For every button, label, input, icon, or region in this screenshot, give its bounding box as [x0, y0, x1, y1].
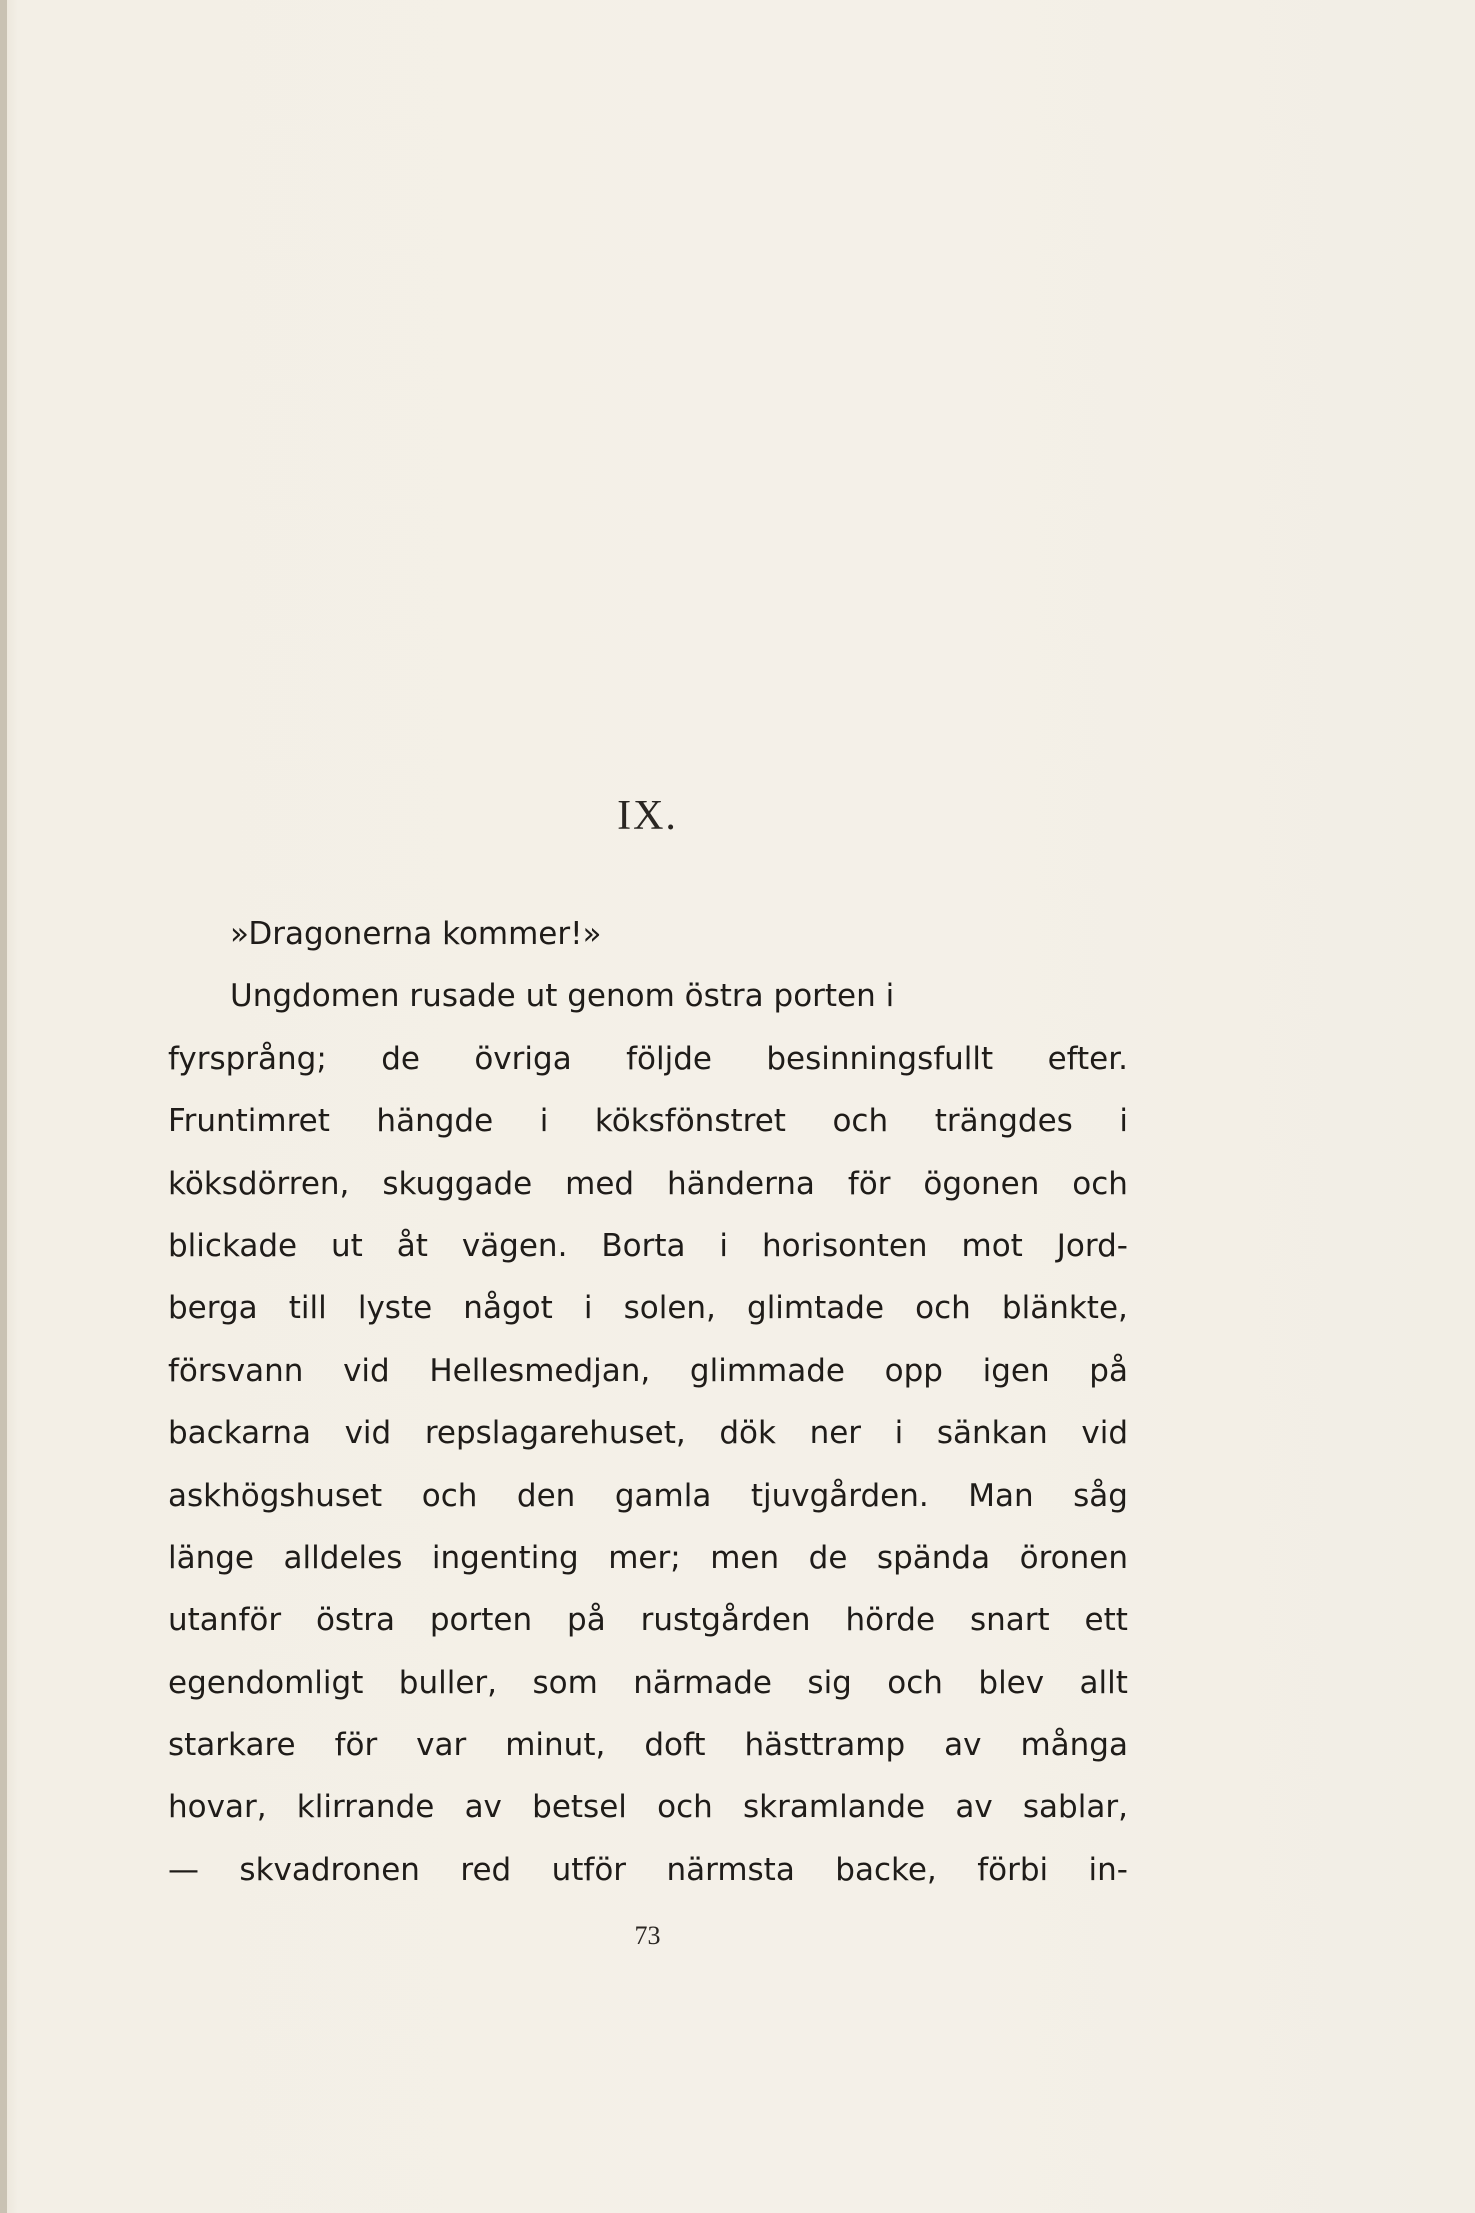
- word: till: [288, 1290, 327, 1327]
- text-line: [168, 1839, 1128, 1901]
- word: horisonten: [761, 1227, 928, 1264]
- word: buller,: [398, 1664, 498, 1701]
- page-number: 73: [634, 1921, 661, 1950]
- word: öronen: [1019, 1539, 1128, 1576]
- word: vid: [343, 1352, 390, 1389]
- word: doft: [644, 1727, 706, 1764]
- word: och: [1072, 1165, 1128, 1202]
- word: i: [583, 1290, 593, 1327]
- word: i: [719, 1227, 729, 1264]
- word: de: [808, 1539, 848, 1576]
- word: i: [539, 1103, 549, 1140]
- word: av: [464, 1789, 502, 1826]
- text-line: [168, 1153, 1128, 1215]
- text-line: [168, 1402, 1128, 1464]
- word: övriga: [474, 1040, 572, 1077]
- word: och: [421, 1477, 478, 1514]
- word: vid: [344, 1415, 392, 1452]
- word: gamla: [614, 1477, 712, 1514]
- word: händerna: [667, 1165, 815, 1202]
- word: med: [565, 1165, 635, 1202]
- word: ett: [1084, 1602, 1128, 1639]
- word: men: [710, 1539, 780, 1576]
- word: sig: [807, 1664, 852, 1701]
- word: åt: [396, 1227, 428, 1264]
- text-line: [168, 1527, 1128, 1589]
- word: —: [168, 1851, 199, 1888]
- text-line: [168, 1215, 1128, 1277]
- text-line: [168, 1776, 1128, 1838]
- word: ut: [331, 1227, 363, 1264]
- body-text: [168, 903, 1128, 1901]
- word: närmade: [633, 1664, 772, 1701]
- word: alldeles: [283, 1539, 403, 1576]
- word: närmsta: [666, 1851, 795, 1888]
- text-line: [168, 1652, 1128, 1714]
- word: efter.: [1047, 1040, 1128, 1077]
- word: ner: [809, 1415, 862, 1452]
- word: blev: [978, 1664, 1045, 1701]
- chapter-heading: IX.: [617, 793, 678, 839]
- word: östra: [315, 1602, 395, 1639]
- word: tjuvgården.: [750, 1477, 929, 1514]
- word: skramlande: [743, 1789, 926, 1826]
- text-line: [168, 1277, 1128, 1339]
- word: allt: [1079, 1664, 1128, 1701]
- word: opp: [884, 1352, 943, 1389]
- word: utför: [551, 1851, 627, 1888]
- word: och: [657, 1789, 713, 1826]
- word: den: [516, 1477, 576, 1514]
- word: hängde: [376, 1103, 494, 1140]
- word: glimmade: [689, 1352, 845, 1389]
- word: för: [334, 1727, 378, 1764]
- word: utanför: [168, 1602, 282, 1639]
- text-line: [168, 1589, 1128, 1651]
- word: för: [847, 1165, 891, 1202]
- word: Hellesmedjan,: [429, 1352, 651, 1389]
- word: något: [463, 1290, 553, 1327]
- text-line: »Dragonerna kommer!»: [230, 916, 602, 952]
- word: repslagarehuset,: [424, 1415, 686, 1452]
- word: på: [567, 1602, 606, 1639]
- word: de: [381, 1040, 420, 1077]
- word: försvann: [168, 1352, 304, 1389]
- word: fyrsprång;: [168, 1040, 327, 1077]
- word: backe,: [835, 1851, 937, 1888]
- word: många: [1020, 1727, 1128, 1764]
- text-line: [168, 1714, 1128, 1776]
- word: länge: [168, 1539, 255, 1576]
- word: dök: [719, 1415, 776, 1452]
- word: skvadronen: [239, 1851, 420, 1888]
- word: betsel: [532, 1789, 627, 1826]
- word: och: [832, 1103, 889, 1140]
- word: var: [416, 1727, 467, 1764]
- word: av: [955, 1789, 993, 1826]
- word: skuggade: [382, 1165, 533, 1202]
- word: ingenting: [431, 1539, 579, 1576]
- word: vägen.: [461, 1227, 568, 1264]
- word: Fruntimret: [168, 1103, 330, 1140]
- word: på: [1089, 1352, 1128, 1389]
- word: såg: [1073, 1477, 1128, 1514]
- word: solen,: [623, 1290, 716, 1327]
- word: minut,: [505, 1727, 606, 1764]
- word: rustgården: [640, 1602, 811, 1639]
- word: porten: [429, 1602, 533, 1639]
- word: köksfönstret: [594, 1103, 786, 1140]
- word: Jord-: [1056, 1227, 1128, 1264]
- word: blänkte,: [1001, 1290, 1128, 1327]
- text-line: [168, 1028, 1128, 1090]
- word: i: [1119, 1103, 1128, 1140]
- word: askhögshuset: [168, 1477, 383, 1514]
- word: sänkan: [936, 1415, 1048, 1452]
- text-line: [168, 1465, 1128, 1527]
- binding-edge: [0, 0, 7, 2213]
- word: mer;: [608, 1539, 681, 1576]
- word: i: [894, 1415, 904, 1452]
- word: egendomligt: [168, 1664, 364, 1701]
- text-line: Ungdomen rusade ut genom östra porten i: [230, 978, 895, 1015]
- word: snart: [969, 1602, 1050, 1639]
- word: trängdes: [934, 1103, 1073, 1140]
- word: sablar,: [1022, 1789, 1128, 1826]
- word: berga: [168, 1290, 258, 1327]
- word: red: [460, 1851, 512, 1888]
- word: och: [887, 1664, 943, 1701]
- word: hästtramp: [744, 1727, 906, 1764]
- word: backarna: [168, 1415, 311, 1452]
- word: ögonen: [923, 1165, 1040, 1202]
- word: in-: [1088, 1851, 1128, 1888]
- word: köksdörren,: [168, 1165, 350, 1202]
- text-line: [168, 1090, 1128, 1152]
- word: hovar,: [168, 1789, 267, 1826]
- word: Borta: [601, 1227, 686, 1264]
- word: klirrande: [296, 1789, 435, 1826]
- word: igen: [982, 1352, 1050, 1389]
- word: spända: [876, 1539, 991, 1576]
- word: blickade: [168, 1227, 298, 1264]
- word: som: [532, 1664, 598, 1701]
- word: vid: [1081, 1415, 1128, 1452]
- word: förbi: [977, 1851, 1049, 1888]
- word: glimtade: [747, 1290, 885, 1327]
- word: mot: [961, 1227, 1023, 1264]
- word: lyste: [357, 1290, 433, 1327]
- text-line: [168, 1340, 1128, 1402]
- word: följde: [626, 1040, 712, 1077]
- word: och: [915, 1290, 971, 1327]
- word: besinningsfullt: [766, 1040, 994, 1077]
- word: Man: [968, 1477, 1034, 1514]
- word: starkare: [168, 1727, 296, 1764]
- word: hörde: [845, 1602, 936, 1639]
- word: av: [944, 1727, 982, 1764]
